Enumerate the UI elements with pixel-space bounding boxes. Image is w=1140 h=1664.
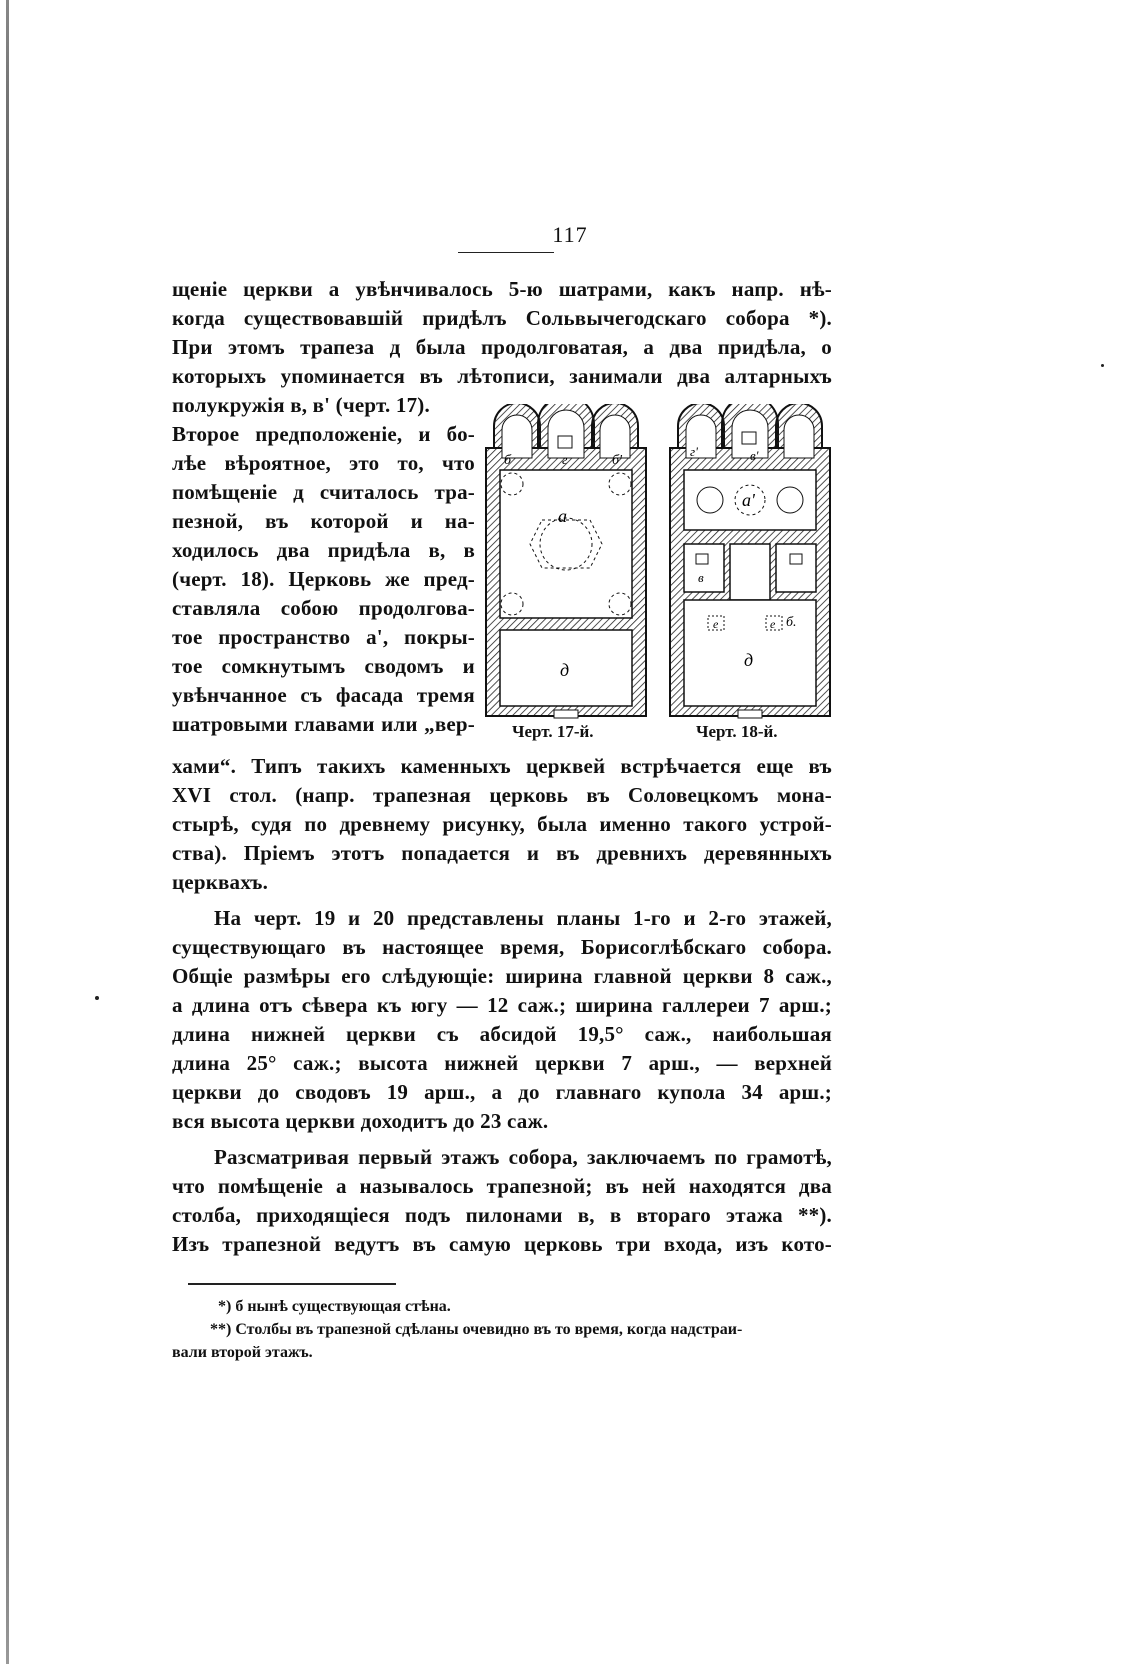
plan-18-label: е [770, 617, 776, 631]
plan-17-label: г [562, 453, 568, 468]
page-number-rule [458, 252, 554, 253]
figure-17-caption: Черт. 17-й. [512, 722, 594, 741]
plan-17-label: б' [612, 453, 623, 468]
body-line: церквахъ. [172, 870, 269, 894]
body-line: помѣщеніе д считалось тра- [172, 480, 475, 504]
body-line: ставляла собою продолгова- [172, 596, 475, 620]
body-line: Разсматривая первый этажъ собора, заключаемъ по грамотѣ, [214, 1145, 832, 1169]
body-line: вся высота церкви доходитъ до 23 саж. [172, 1109, 549, 1133]
body-line: ства). Пріемъ этотъ попадается и въ древнихъ деревянныхъ [172, 841, 832, 865]
body-line: что помѣщеніе а называлось трапезной; въ ней находятся два [172, 1174, 832, 1198]
plan-17-label: б [504, 453, 512, 468]
body-line: увѣнчанное съ фасада тремя [172, 683, 475, 707]
floor-plan-figures [484, 404, 834, 744]
body-line: длина нижней церкви съ абсидой 19,5° саж., наибольшая [172, 1022, 832, 1046]
body-line: тое пространство а', покры- [172, 625, 475, 649]
body-line: которыхъ упоминается въ лѣтописи, занимали два алтарныхъ [172, 364, 832, 388]
body-line: пезной, въ которой и на- [172, 509, 475, 533]
footnote: *) б нынѣ существующая стѣна. [218, 1298, 451, 1315]
plan-18-label: г' [690, 444, 698, 459]
body-line: (черт. 18). Церковь же пред- [172, 567, 475, 591]
body-line: церкви до сводовъ 19 арш., а до главнаго купола 34 арш.; [172, 1080, 832, 1104]
print-speck [1101, 364, 1104, 367]
body-line: щеніе церкви а увѣнчивалось 5-ю шатрами, какъ напр. нѣ- [172, 277, 832, 301]
body-line: хами“. Типъ такихъ каменныхъ церквей встрѣчается еще въ [172, 754, 832, 778]
body-line: когда существовавшій придѣлъ Сольвычегодскаго собора *). [172, 306, 832, 330]
body-line: На черт. 19 и 20 представлены планы 1-го и 2-го этажей, [214, 906, 832, 930]
page-number: 117 [552, 222, 588, 247]
plan-18-label: в [698, 570, 704, 585]
body-line: шатровыми главами или „вер- [172, 712, 475, 736]
body-line: При этомъ трапеза д была продолговатая, а два придѣла, о [172, 335, 832, 359]
footnote: **) Столбы въ трапезной сдѣланы очевидно въ то время, когда надстраи- [210, 1321, 743, 1338]
plan-18-label: б. [786, 615, 797, 630]
body-line: длина 25° саж.; высота нижней церкви 7 арш., — верхней [172, 1051, 832, 1075]
plan-18-label: д [744, 650, 754, 670]
footnote-rule [188, 1283, 396, 1285]
body-line: столба, приходящіеся подъ пилонами в, в втораго этажа **). [172, 1203, 832, 1227]
body-line: Общіе размѣры его слѣдующіе: ширина главной церкви 8 саж., [172, 964, 832, 988]
body-line: тое сомкнутымъ сводомъ и [172, 654, 475, 678]
body-line: ходилось два придѣла в, в [172, 538, 475, 562]
body-line: полукружія в, в' (черт. 17). [172, 393, 430, 417]
body-line: Изъ трапезной ведутъ въ самую церковь три входа, изъ кото- [172, 1232, 832, 1256]
plan-18-label: е [713, 617, 719, 631]
body-line: XVI стол. (напр. трапезная церковь въ Соловецкомъ мона- [172, 783, 832, 807]
body-line: стырѣ, судя по древнему рисунку, была именно такого устрой- [172, 812, 832, 836]
plan-17-label: д [560, 660, 570, 680]
footnote: вали второй этажъ. [172, 1344, 313, 1361]
figure-18-caption: Черт. 18-й. [696, 722, 778, 741]
plan-18-label: в' [750, 448, 759, 463]
plan-17-label: а [558, 506, 567, 526]
print-speck [95, 996, 99, 1000]
body-line: а длина отъ сѣвера къ югу — 12 саж.; ширина галлереи 7 арш.; [172, 993, 832, 1017]
page-binding-edge [6, 0, 9, 1664]
body-line: Второе предположеніе, и бо- [172, 422, 475, 446]
plan-18-label: а' [742, 490, 755, 510]
body-line: лѣе вѣроятное, это то, что [172, 451, 475, 475]
body-line: существующаго въ настоящее время, Борисоглѣбскаго собора. [172, 935, 832, 959]
